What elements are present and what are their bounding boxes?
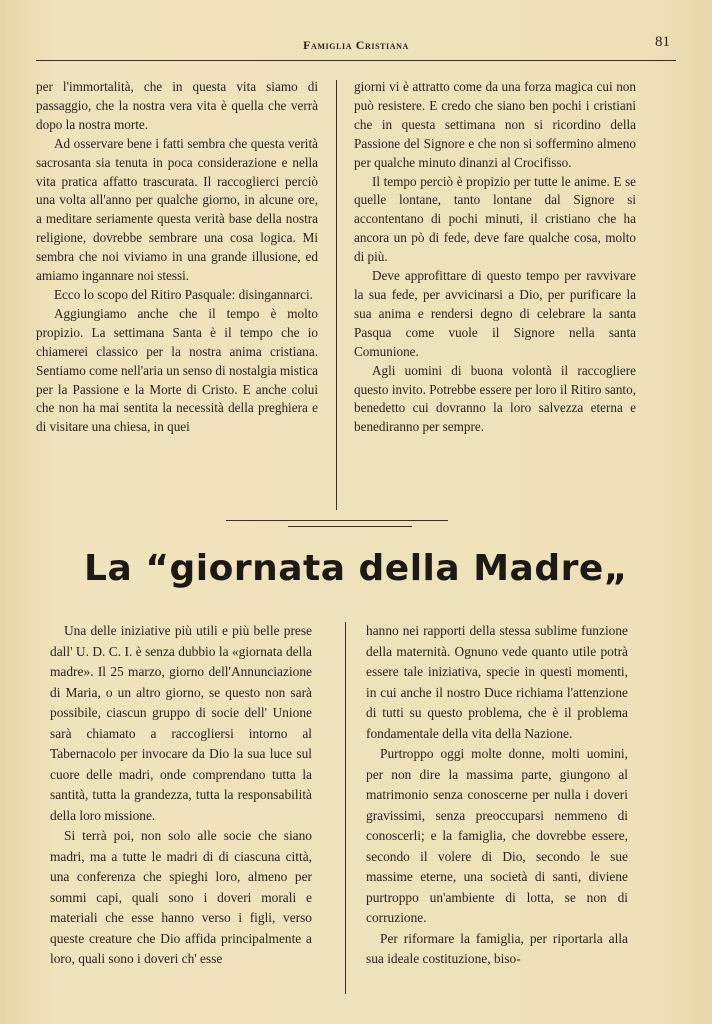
column-divider — [336, 80, 337, 510]
paragraph: Una delle iniziative più utili e più belle prese dall' U. D. C. I. è senza dubbio la «giornata della madre». Il 25 marzo, giorno dell'Annunciazione di Maria, o un altro giorno, se questo non sarà possibile, ciascun gruppo di socie dell' Unione sarà chiamato a raccogliersi intorno al Tabernacolo per invocare da Dio la sua luce sul cuore delle madri, onde comprendano tutta la santità, tutta la grandezza, tutta la responsabilità della loro missione. — [50, 623, 312, 823]
paragraph: Aggiungiamo anche che il tempo è molto propizio. La settimana Santa è il tempo che io chiamerei classico per la nostra anima cristiana. Sentiamo come nell'aria un senso di nostalgia mistica per la Passione e la Morte di Cristo. E anche colui che non ha mai sentita la necessità della preghiera e di visitare una chiesa, in quei — [36, 305, 318, 435]
paragraph: hanno nei rapporti della stessa sublime funzione della maternità. Ognuno vede quanto utile potrà essere tale iniziativa, specie in questi momenti, in cui anche il nostro Duce richiama l'attenzione di tutti su questo problema, che è il problema fondamentale della vita della Nazione. — [366, 623, 628, 741]
paragraph: Deve approfittare di questo tempo per ravvivare la sua fede, per avvicinarsi a Dio, per purificare la sua anima e rendersi degno di celebrare la santa Pasqua come vuole il Signore nella santa Comunione. — [354, 268, 636, 359]
article-headline: La “giornata della Madre„ — [84, 548, 628, 589]
column-divider — [345, 622, 346, 994]
paragraph: Si terrà poi, non solo alle socie che siano madri, ma a tutte le madri di di ciascuna città, una conferenza che spieghi loro, almeno per sommi capi, quali sono i doveri morali e materiali che esse hanno verso i figli, verso queste creature che Dio affida principalmente a loro, quali sono i doveri ch' esse — [50, 828, 312, 966]
paragraph: giorni vi è attratto come da una forza magica cui non può resistere. E credo che siano ben pochi i cristiani che in questa settimana non si ricordino della Passione del Signore e che non si soffermino almeno per qualche minuto dinanzi al Crocifisso. — [354, 79, 636, 170]
paragraph: per l'immortalità, che in questa vita siamo di passaggio, che la nostra vera vita è quella che verrà dopo la nostra morte. — [36, 79, 318, 132]
paragraph: Ecco lo scopo del Ritiro Pasquale: disingannarci. — [54, 286, 313, 302]
section-divider — [226, 520, 448, 521]
article2-left-column — [50, 621, 312, 970]
article2-right-column — [366, 621, 628, 970]
section-divider-short — [288, 526, 412, 527]
running-header — [36, 34, 676, 61]
paragraph: Per riformare la famiglia, per riportarla alla sua ideale costituzione, biso- — [366, 930, 628, 966]
paragraph: Agli uomini di buona volontà il raccogliere questo invito. Potrebbe essere per loro il Ritiro santo, benedetto cui dovranno la loro salvezza eterna e benediranno per sempre. — [354, 362, 636, 435]
magazine-title: Famiglia Cristiana — [303, 38, 409, 52]
article1-left-column — [36, 78, 318, 437]
article1-right-column — [354, 78, 636, 437]
paragraph: Ad osservare bene i fatti sembra che questa verità sacrosanta sia tenuta in poca considerazione e nella vita pratica affatto trascurata. Il raccoglierci perciò una volta all'anno per qualche giorno, in alcune ore, a meditare seriamente questa verità base della nostra religione, dovrebbe sembrare una cosa logica. Mi sembra che noi viviamo in una grande illusione, ed amiamo ingannare noi stessi. — [36, 135, 318, 284]
paragraph: Purtroppo oggi molte donne, molti uomini, per non dire la massima parte, giungono al matrimonio senza conoscerne per nulla i doveri gravissimi, senza preoccuparsi nemmeno di conoscerli; e la famiglia, che dovrebbe essere, secondo il volere di Dio, secondo le sue massime eterne, una società di santi, diviene purtroppo un'ambiente di lotta, se non di corruzione. — [366, 746, 628, 925]
paragraph: Il tempo perciò è propizio per tutte le anime. E se quelle lontane, tanto lontane dal Signore si accontentano di pochi minuti, il cristiano che ha ancora un pò di fede, deve fare qualche cosa, molto di più. — [354, 173, 636, 265]
page-number: 81 — [655, 34, 670, 50]
